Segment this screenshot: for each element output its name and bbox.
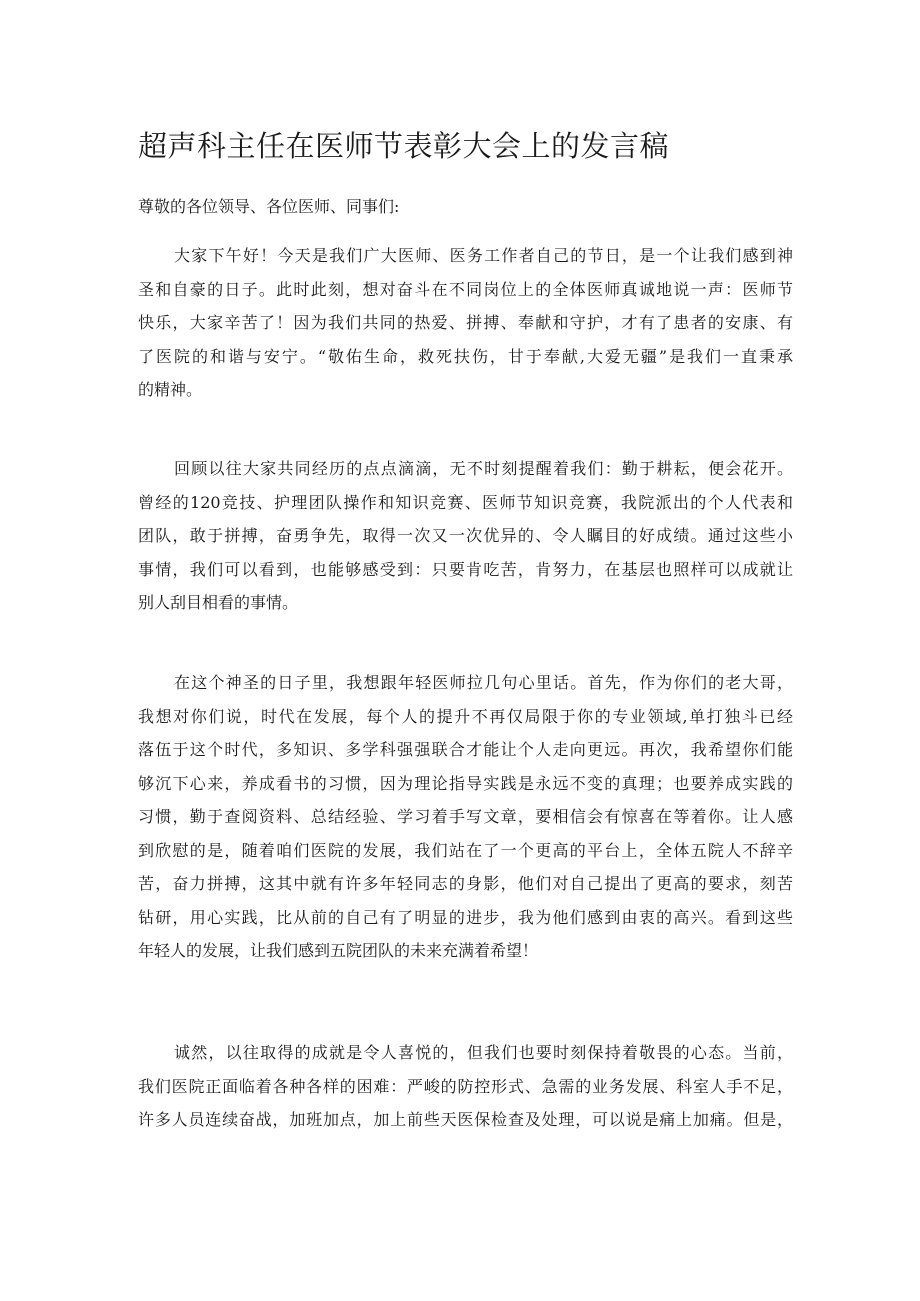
text-line: 别人刮目相看的事情。 xyxy=(138,593,299,612)
text-line: 的精神。 xyxy=(138,380,203,399)
paragraph xyxy=(138,1036,793,1137)
text-line: 年轻人的发展，让我们感到五院团队的未来充满着希望！ xyxy=(138,941,539,960)
text-line: 到欣慰的是，随着咱们医院的发展，我们站在了一个更高的平台上，全体五院人不辞辛 xyxy=(138,840,793,860)
text-line: 习惯，勤于查阅资料、总结经验、学习着手写文章，要相信会有惊喜在等着你。让人感 xyxy=(138,807,793,826)
text-line: 在这个神圣的日子里，我想跟年轻医师拉几句心里话。首先，作为你们的老大哥， xyxy=(174,673,793,692)
text-line: 够沉下心来，养成看书的习惯，因为理论指导实践是永远不变的真理；也要养成实践的 xyxy=(138,773,793,793)
text-line: 我们医院正面临着各种各样的困难：严峻的防控形式、急需的业务发展、科室人手不足， xyxy=(138,1076,793,1096)
document-title: 超声科主任在医师节表彰大会上的发言稿 xyxy=(138,129,670,163)
text-line: 我想对你们说，时代在发展，每个人的提升不再仅局限于你的专业领域,单打独斗已经 xyxy=(138,706,793,726)
text-line: 诚然，以往取得的成就是令人喜悦的，但我们也要时刻保持着敬畏的心态。当前， xyxy=(174,1043,793,1062)
text-line: 大家下午好！今天是我们广大医师、医务工作者自己的节日，是一个让我们感到神 xyxy=(174,246,793,265)
text-line: 许多人员连续奋战，加班加点，加上前些天医保检查及处理，可以说是痛上加痛。但是， xyxy=(138,1110,793,1129)
paragraph xyxy=(138,666,793,968)
text-line: 回顾以往大家共同经历的点点滴滴，无不时刻提醒着我们：勤于耕耘，便会花开。 xyxy=(174,459,793,478)
paragraph xyxy=(138,239,793,407)
text-line: 圣和自豪的日子。此时此刻，想对奋斗在不同岗位上的全体医师真诚地说一声：医师节 xyxy=(138,279,793,299)
paragraph xyxy=(138,452,793,620)
text-line: 了医院的和谐与安宁。“敬佑生命，救死扶伤，甘于奉献,大爱无疆”是我们一直秉承 xyxy=(138,346,793,366)
text-line: 快乐，大家辛苦了！因为我们共同的热爱、拼搏、奉献和守护，才有了患者的安康、有 xyxy=(138,313,793,332)
text-line: 事情，我们可以看到，也能够感受到：只要肯吃苦，肯努力，在基层也照样可以成就让 xyxy=(138,559,793,579)
text-line: 钻研，用心实践，比从前的自己有了明显的进步，我为他们感到由衷的高兴。看到这些 xyxy=(138,907,793,927)
text-line: 团队，敢于拼搏，奋勇争先，取得一次又一次优异的、令人瞩目的好成绩。通过这些小 xyxy=(138,526,793,545)
salutation: 尊敬的各位领导、各位医师、同事们: xyxy=(138,197,400,216)
text-line: 落伍于这个时代，多知识、多学科强强联合才能让个人走向更远。再次，我希望你们能 xyxy=(138,740,793,759)
text-line: 苦，奋力拼搏，这其中就有许多年轻同志的身影，他们对自己提出了更高的要求，刻苦 xyxy=(138,874,793,893)
text-line: 曾经的120竞技、护理团队操作和知识竞赛、医师节知识竞赛，我院派出的个人代表和 xyxy=(138,492,793,512)
